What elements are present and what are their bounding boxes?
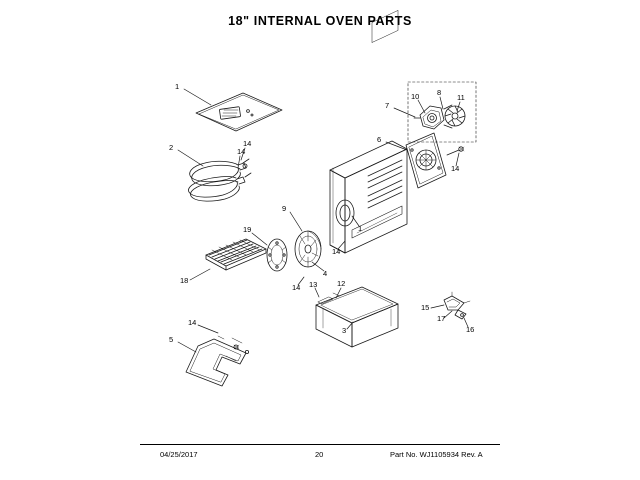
callout-14-c: 14 (332, 247, 341, 256)
callout-6: 6 (377, 135, 382, 144)
callout-1-b: 1 (358, 224, 363, 233)
callout-17: 17 (437, 314, 446, 323)
part-3-bottom-tray (316, 287, 398, 347)
oven-cavity-body (330, 10, 407, 253)
callout-9: 9 (282, 204, 287, 213)
callout-8: 8 (437, 88, 442, 97)
callout-18: 18 (180, 276, 189, 285)
callout-14-d: 14 (292, 283, 301, 292)
callout-13: 13 (309, 280, 318, 289)
callout-7: 7 (385, 101, 390, 110)
footer-date: 04/25/2017 (160, 450, 198, 459)
part-5-lower-element-plate (186, 336, 249, 386)
footer-page-number: 20 (315, 450, 324, 459)
part-1-top-panel (196, 93, 282, 131)
callout-5: 5 (169, 335, 174, 344)
footer-divider (140, 444, 500, 445)
callout-14-f: 14 (237, 147, 246, 156)
callout-3: 3 (342, 326, 347, 335)
callout-1: 1 (175, 82, 180, 91)
callout-4: 4 (323, 269, 328, 278)
part-6-fan-cover-plate (406, 133, 464, 188)
callout-16: 16 (466, 325, 475, 334)
callout-14-e: 14 (188, 318, 197, 327)
callout-11: 11 (457, 93, 465, 102)
callout-12: 12 (337, 279, 346, 288)
part-7-motor-assembly (408, 82, 476, 142)
callout-14-b: 14 (451, 164, 460, 173)
page-title: 18" INTERNAL OVEN PARTS (228, 14, 412, 28)
part-19-fan-plate (267, 239, 287, 271)
callout-14-a: 14 (243, 139, 252, 148)
part-18-oven-rack (206, 239, 266, 270)
part-9-convection-fan (295, 231, 321, 267)
part-2-bake-element (188, 159, 251, 201)
callout-2: 2 (169, 143, 174, 152)
callout-19: 19 (243, 225, 252, 234)
footer-part-number: Part No. WJ1105934 Rev. A (390, 450, 483, 459)
callout-10: 10 (411, 92, 420, 101)
callout-15: 15 (421, 303, 430, 312)
